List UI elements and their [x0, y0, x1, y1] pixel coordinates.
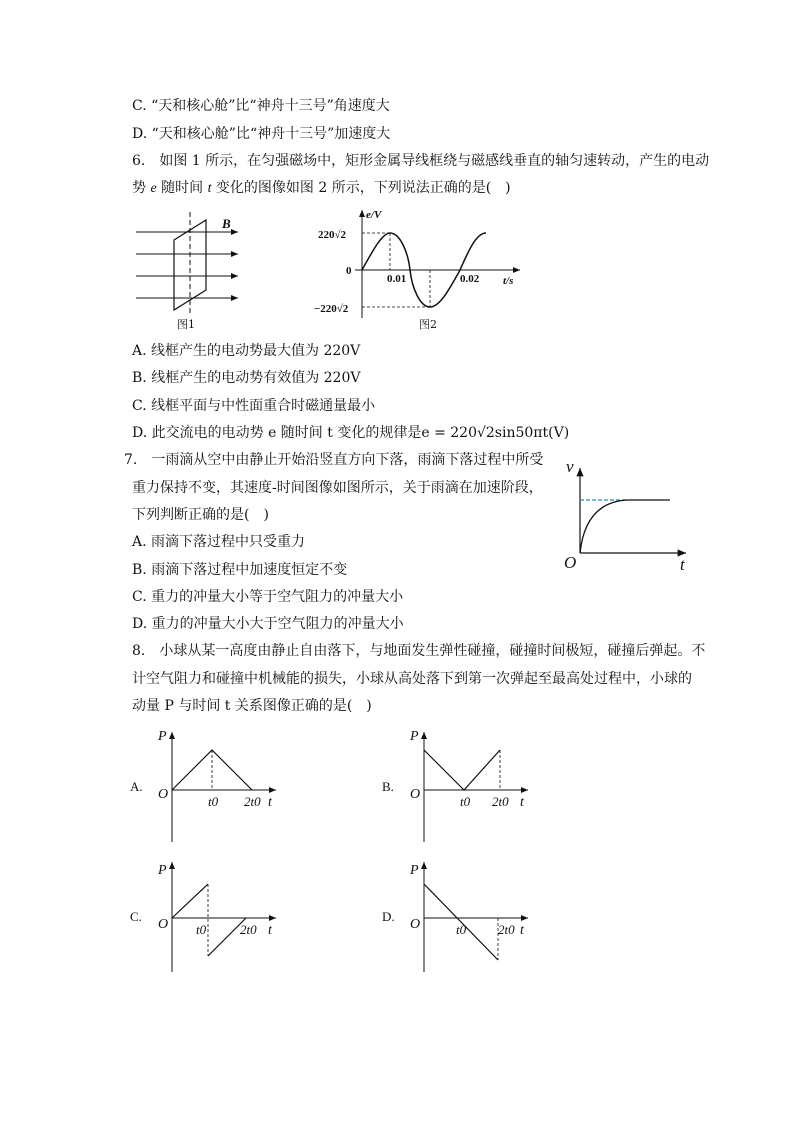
q8-a-2t0: 2t0: [244, 794, 261, 809]
q7-stem-line1: 7. 一雨滴从空中由静止开始沿竖直方向下落，雨滴下落过程中所受: [124, 452, 544, 468]
q6-stem-line1: 6. 如图 1 所示，在匀强磁场中，矩形金属导线框绕与磁感线垂直的轴匀速转动，产生的电动: [132, 153, 710, 169]
q8-b-t0: t0: [460, 794, 471, 809]
q7-stem-line2: 重力保持不变，其速度-时间图像如图所示，关于雨滴在加速阶段，: [132, 480, 543, 496]
q8-stem-line3: 动量 P 与时间 t 关系图像正确的是( ): [132, 698, 372, 714]
q7-velocity-curve: [580, 500, 670, 553]
q7-option-d: D. 重力的冲量大小大于空气阻力的冲量大小: [132, 616, 404, 632]
q8-d-letter: D.: [382, 909, 395, 924]
q7-origin: O: [564, 553, 577, 572]
q5-option-d: D. “天和核心舱”比“神舟十三号”加速度大: [132, 126, 391, 142]
fig2-tick-002: 0.02: [460, 273, 480, 285]
fig2-origin-label: 0: [346, 265, 352, 277]
q8-a-ylabel: P: [158, 729, 167, 744]
q8-c-letter: C.: [130, 909, 142, 924]
q6-figure2: [310, 208, 540, 328]
q7-vt-graph: [562, 456, 692, 576]
q8-graph-b: [380, 724, 540, 849]
q8-stem-line2: 计空气阻力和碰撞中机械能的损失，小球从高处落下到第一次弹起至最高处过程中，小球的: [132, 671, 692, 687]
q6-stem-part-b: 随时间: [156, 180, 208, 196]
fig2-ylabel: e/V: [366, 209, 382, 221]
q8-graph-d: [380, 856, 540, 981]
q5-option-c: C. “天和核心舱”比“神舟十三号”角速度大: [132, 98, 390, 114]
q8-c-origin: O: [158, 917, 169, 932]
q6-option-b: B. 线框产生的电动势有效值为 220V: [132, 370, 361, 386]
q8-b-ylabel: P: [410, 729, 419, 744]
q6-option-d: D. 此交流电的电动势 e 随时间 t 变化的规律是e = 220√2sin50πt(V): [132, 425, 570, 441]
q6-figure1-caption: 图1: [177, 318, 195, 331]
q8-d-2t0: 2t0: [498, 922, 515, 937]
q8-a-origin: O: [158, 787, 169, 802]
q6-figure1: [130, 210, 250, 330]
q7-xlabel: t: [680, 555, 685, 574]
q8-d-origin: O: [410, 917, 421, 932]
q8-a-xlabel: t: [268, 795, 272, 810]
q8-d-ylabel: P: [410, 863, 419, 878]
q8-a-t0: t0: [208, 794, 219, 809]
q8-stem-line1: 8. 小球从某一高度由静止自由落下，与地面发生弹性碰撞，碰撞时间极短，碰撞后弹起。不: [132, 643, 706, 659]
q6-stem-t: t: [207, 181, 212, 196]
q7-option-b: B. 雨滴下落过程中加速度恒定不变: [132, 562, 348, 578]
field-lines: [136, 232, 238, 298]
q8-d-t0: t0: [456, 922, 467, 937]
q6-figure2-caption: 图2: [419, 318, 437, 331]
q8-c-curve: [172, 884, 246, 956]
q8-c-2t0: 2t0: [240, 922, 257, 937]
q7-ylabel: v: [566, 457, 574, 476]
q6-option-c: C. 线框平面与中性面重合时磁通量最小: [132, 398, 376, 414]
q7-option-a: A. 雨滴下落过程中只受重力: [132, 534, 306, 550]
q6-option-a: A. 线框产生的电动势最大值为 220V: [132, 343, 361, 359]
q8-c-t0: t0: [196, 922, 207, 937]
q8-b-xlabel: t: [520, 795, 524, 810]
q8-b-curve: [424, 750, 500, 790]
q7-option-c: C. 重力的冲量大小等于空气阻力的冲量大小: [132, 589, 404, 605]
q7-stem-line3: 下列判断正确的是( ): [132, 507, 269, 523]
q8-b-letter: B.: [382, 779, 394, 794]
q6-stem-part-c: 变化的图像如图 2 所示，下列说法正确的是( ): [211, 180, 511, 196]
fig2-ymin-label: −220√2: [314, 303, 349, 315]
fig2-tick-001: 0.01: [387, 273, 407, 285]
q8-c-xlabel: t: [268, 923, 272, 938]
q8-b-2t0: 2t0: [492, 794, 509, 809]
q6-stem-e: e: [150, 181, 157, 196]
q8-graph-c: [128, 856, 288, 981]
q6-stem-part-a: 势: [132, 180, 151, 196]
fig2-ymax-label: 220√2: [318, 229, 347, 241]
q8-a-letter: A.: [130, 779, 143, 794]
q6-stem-line2: [132, 178, 511, 199]
q8-d-xlabel: t: [520, 923, 524, 938]
fig2-xlabel: t/s: [503, 275, 514, 287]
q8-c-ylabel: P: [158, 863, 167, 878]
q8-b-origin: O: [410, 787, 421, 802]
q8-graph-a: [128, 724, 288, 849]
field-label-b: B: [222, 216, 231, 231]
